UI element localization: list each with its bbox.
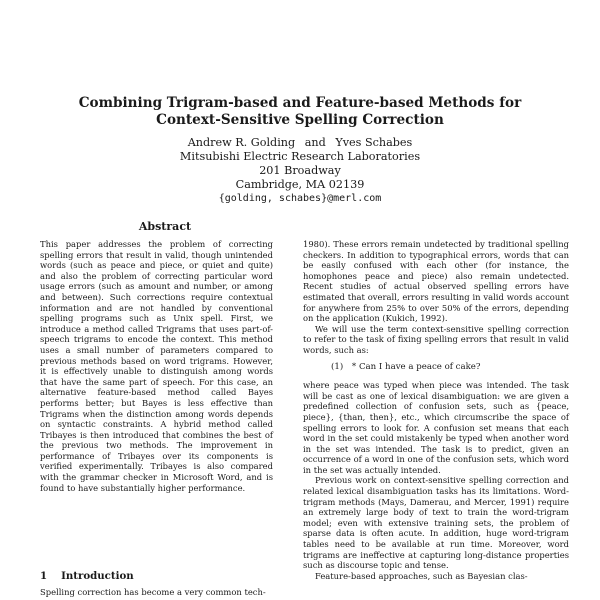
affiliation: Mitsubishi Electric Research Laboratories	[179, 150, 421, 163]
example-text: * Can I have a peace of cake?	[351, 361, 481, 372]
right-para-1: 1980). These errors remain undetected by traditional spelling checkers. In addition to typographical errors, words that can be easily confused with each other (for instance, the homophones peace and piece) also remain undetected. Recent studies of actual observed spelling errors have estimated that overall, errors resulting in valid words account for anywhere from 25% to over 50% of the errors, depending on the application (Kukich, 1992).	[303, 239, 569, 324]
email-address: {golding, schabes}@merl.com	[218, 193, 382, 204]
author-names	[0, 136, 600, 150]
intro-text: Spelling correction has become a very common tech-	[40, 587, 266, 597]
right-para-5: Feature-based approaches, such as Bayesian clas-	[315, 570, 528, 581]
right-para-3: where peace was typed when piece was intended. The task will be cast as one of lexical disambiguation: we are given a predefined collection of confusion sets, such as {peace, piece}, {than, then}, etc., which circumscribe the space of spelling errors to look for. A confusion set means that each word in the set could mistakenly be typed when another word in the set was intended. The task is to predict, given an occurrence of a word in one of the confusion sets, which word in the set was actually intended.	[303, 380, 569, 475]
section-heading	[40, 570, 134, 582]
right-para-4: Previous work on context-sensitive spelling correction and related lexical disambiguation tasks has its limitations. Word-trigram methods (Mays, Damerau, and Mercer, 1991) require an extremely large body of text to train the word-trigram model; even with extensive training sets, the problem of sparse data is often acute. In addition, huge word-trigram tables need to be available at run time. Moreover, word trigrams are ineffective at capturing long-distance properties such as discourse topic and tense.	[303, 475, 569, 571]
author-and: and	[304, 136, 326, 149]
author-golding: Andrew R. Golding	[187, 136, 296, 149]
section-number: 1	[40, 570, 48, 582]
left-column	[40, 239, 287, 493]
street-address: 201 Broadway	[259, 164, 341, 177]
city-address: Cambridge, MA 02139	[235, 178, 365, 191]
example-number: (1)	[331, 361, 344, 372]
example-sentence	[303, 362, 569, 373]
paper-title	[0, 95, 600, 129]
author-block	[0, 136, 600, 206]
title-line-1: Combining Trigram-based and Feature-based Methods for	[78, 95, 522, 111]
abstract-heading: Abstract	[138, 220, 192, 233]
title-line-2: Context-Sensitive Spelling Correction	[156, 112, 444, 128]
author-schabes: Yves Schabes	[335, 136, 413, 149]
right-column	[303, 239, 569, 581]
intro-first-line	[40, 587, 287, 598]
section-title: Introduction	[61, 570, 134, 582]
right-para-2: We will use the term context-sensitive spelling correction to refer to the task of fixing spelling errors that result in valid words, such as:	[303, 323, 569, 355]
abstract-body: This paper addresses the problem of correcting spelling errors that result in valid, though unintended words (such as peace and piece, or quiet and quite) and also the problem of correcting particular word usage errors (such as amount and number, or among and between). Such corrections require contextual information and are not handled by conventional spelling programs such as Unix spell. First, we introduce a method called Trigrams that uses part-of-speech trigrams to encode the context. This method uses a small number of parameters compared to previous methods based on word trigrams. However, it is effectively unable to distinguish among words that have the same part of speech. For this case, an alternative feature-based method called Bayes performs better; but Bayes is less effective than Trigrams when the distinction among words depends on syntactic constraints. A hybrid method called Tribayes is then introduced that combines the best of the previous two methods. The improvement in performance of Tribayes over its components is verified experimentally. Tribayes is also compared with the grammar checker in Microsoft Word, and is found to have substantially higher performance.	[40, 239, 273, 493]
